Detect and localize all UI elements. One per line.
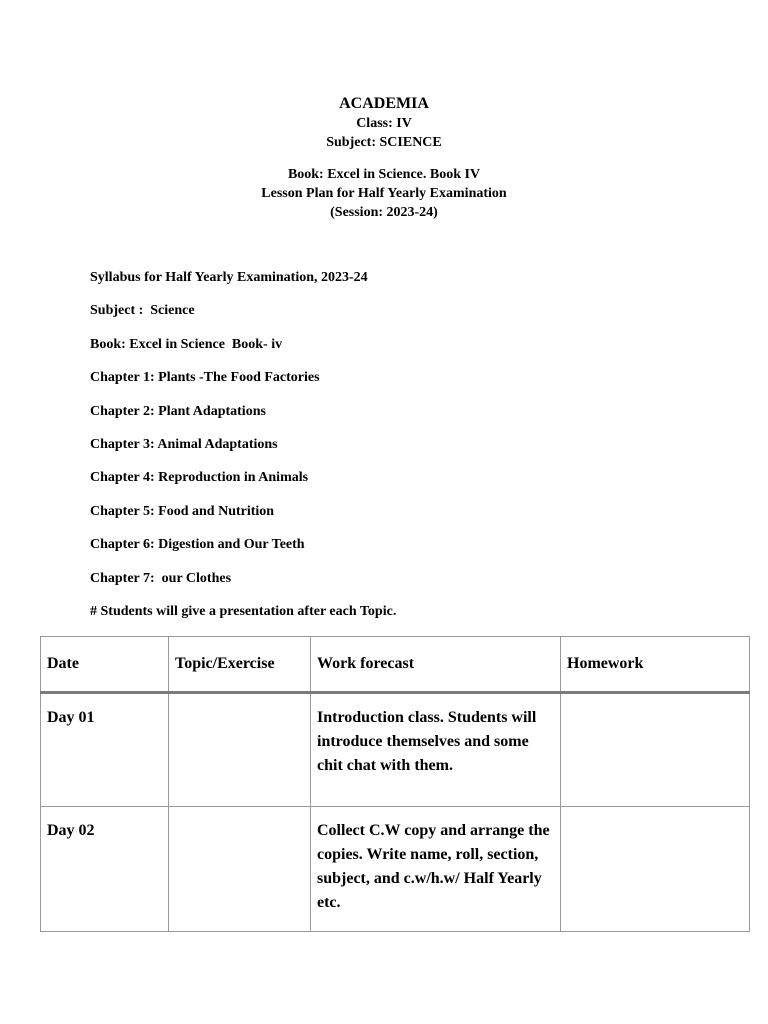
cell-topic: [169, 693, 311, 807]
chapter-item: Chapter 1: Plants -The Food Factories: [90, 370, 320, 386]
presentation-note: # Students will give a presentation after each Topic.: [90, 603, 397, 619]
header-topic: Topic/Exercise: [169, 637, 311, 693]
chapter-item: Chapter 4: Reproduction in Animals: [90, 470, 309, 486]
chapter-item: Chapter 6: Digestion and Our Teeth: [90, 537, 305, 553]
chapter-item: Chapter 7: our Clothes: [90, 570, 232, 586]
chapter-item: Chapter 3: Animal Adaptations: [90, 436, 278, 452]
syllabus-heading: Syllabus for Half Yearly Examination, 2023-24: [90, 270, 368, 285]
table-row: [41, 807, 750, 932]
syllabus-subject: Subject : Science: [90, 303, 195, 319]
cell-work-forecast: Introduction class. Students will introduce themselves and some chit chat with them.: [311, 693, 561, 807]
header-gap: [0, 152, 768, 165]
header-work-forecast: Work forecast: [311, 637, 561, 693]
header-date: Date: [41, 637, 169, 693]
lesson-plan-table: [40, 636, 750, 932]
lesson-plan-line: Lesson Plan for Half Yearly Examination: [261, 186, 507, 201]
book-line: Book: Excel in Science. Book IV: [287, 167, 481, 182]
syllabus-book: Book: Excel in Science Book- iv: [90, 336, 283, 352]
session-line: (Session: 2023-24): [330, 205, 438, 220]
header-homework: Homework: [561, 637, 750, 693]
syllabus-section: [90, 268, 710, 635]
chapter-item: Chapter 5: Food and Nutrition: [90, 503, 275, 519]
cell-topic: [169, 807, 311, 932]
cell-work-forecast: Collect C.W copy and arrange the copies. Write name, roll, section, subject, and c.w/h.w/ Half Yearly etc.: [311, 807, 561, 932]
cell-homework: [561, 693, 750, 807]
cell-date: Day 01: [41, 693, 169, 807]
school-name: ACADEMIA: [339, 95, 429, 112]
cell-date: Day 02: [41, 807, 169, 932]
table-header-row: [41, 637, 750, 693]
document-header: [0, 94, 768, 222]
subject-line: Subject: SCIENCE: [326, 135, 442, 150]
table-row: [41, 693, 750, 807]
class-line: Class: IV: [356, 116, 412, 131]
chapter-item: Chapter 2: Plant Adaptations: [90, 403, 266, 419]
cell-homework: [561, 807, 750, 932]
